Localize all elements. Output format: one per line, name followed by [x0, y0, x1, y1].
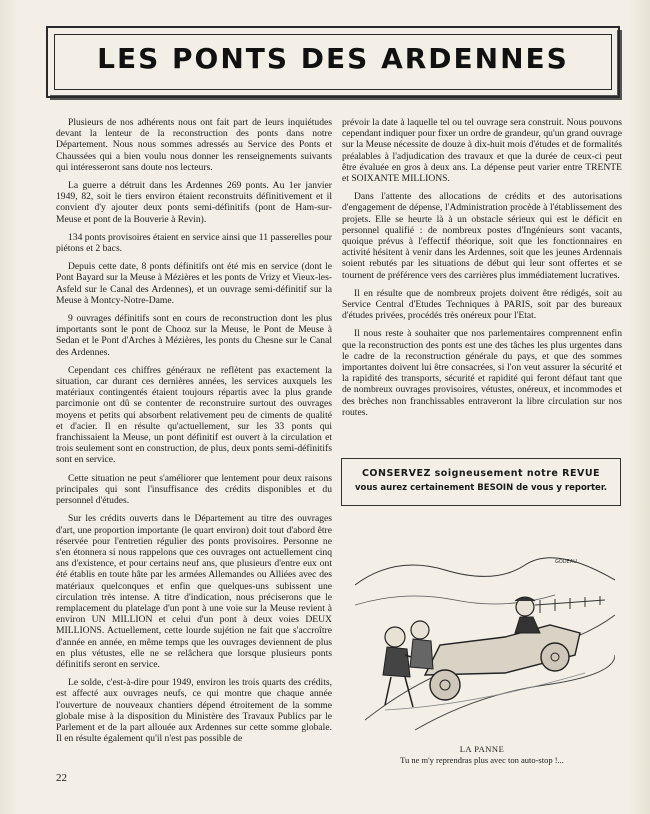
- keep-magazine-notice: [341, 458, 621, 506]
- paragraph: 134 ponts provisoires étaient en service ainsi que 11 passerelles pour piétons et 2 bacs.: [56, 231, 332, 255]
- left-column: [56, 117, 332, 765]
- paragraph: prévoir la date à laquelle tel ou tel ouvrage sera construit. Nous pouvons cependant indiquer pour fixer un ordre de grandeur, qu'un grand ouvrage sur la Meuse nécessite de douze à dix-huit mois d'études et de formalités préalables à l'adjudication des travaux et que la durée de ceux-ci peut être évaluée en gros à deux ans. La dépense peut varier entre TRENTE et SOIXANTE MILLIONS.: [342, 117, 622, 185]
- paragraph: Il nous reste à souhaiter que nos parlementaires comprennent enfin que la reconstruction des ponts est une des tâches les plus urgentes dans le cadre de la reconstruction générale du pays, et que des sommes importantes doivent lui être consacrées, si l'on veut assurer la sécurité et la rapidité des transports, sécurité et rapidité qui feront défaut tant que de nombreux ouvrages provisoires, vétustes, onéreux, et incommodes et des brèches non franchissables entraveront la libre circulation sur nos routes.: [342, 328, 622, 418]
- notice-line-1: CONSERVEZ soigneusement notre REVUE: [361, 468, 601, 479]
- page-number: 22: [56, 772, 67, 784]
- paragraph: 9 ouvrages définitifs sont en cours de reconstruction dont les plus importants sont le pont de Chooz sur la Meuse, le Pont de Meuse à Sedan et le Pont d'Arches à Mézières, les ponts du Chesne sur le Canal des Ardennes.: [56, 313, 332, 358]
- paragraph: Cette situation ne peut s'améliorer que lentement pour deux raisons principales qui sont l'insuffisance des crédits disponibles et du personnel d'études.: [56, 472, 332, 507]
- cartoon-illustration: [355, 545, 615, 735]
- paragraph: Cependant ces chiffres généraux ne reflètent pas exactement la situation, car durant ces dernières années, les services auxquels les matériaux contingentés étaient toujours répartis avec la plus grande parcimonie ont dû se contenter de reconstruire surtout des ouvrages moyens et petits qui absorbent relativement peu de ciments de qualité et d'acier. Il en résulte qu'actuellement, sur les 33 ponts qui franchissaient la Meuse, un pont définitif est ouvert à la circulation et trois seulement sont en construction, de plus, deux ponts semi-définitifs sont en service.: [56, 364, 332, 466]
- illustration-caption: [342, 744, 622, 766]
- paragraph: Sur les crédits ouverts dans le Département au titre des ouvrages d'art, une proportion importante (le quart environ) doit tout d'abord être réservée pour l'entretien régulier des ponts provisoires. Personne ne s'en étonnera si nous rappelons que ces ouvrages ont actuellement cinq ans d'existence, et pour certains neuf ans, que plusieurs d'entre eux ont été établis en toute hâte par les armées Allemandes ou Alliées avec des matériaux quelconques et enfin que quelques-uns subissent une circulation très intense. A titre d'indication, nous préciserons que le remplacement du platelage d'un pont à une voie sur la Meuse revient à environ UN MILLION et celui d'un pont à deux voies DEUX MILLIONS. Actuellement, cette lourde sujétion ne fait que s'accroître d'année en année, en même temps que les ouvrages deviennent de plus en plus vétustes, elle ne se relâchera que lorsque plusieurs ponts définitifs seront en service.: [56, 513, 332, 670]
- paragraph: La guerre a détruit dans les Ardennes 269 ponts. Au 1er janvier 1949, 82, soit le tiers environ étaient reconstruits définitivement et il convient d'y ajouter deux ponts semi-définitifs (pont de Ham-sur-Meuse et pont de la Bouverie à Revin).: [56, 180, 332, 225]
- title-frame: [46, 26, 620, 98]
- notice-line-2: vous aurez certainement BESOIN de vous y reporter.: [354, 483, 608, 493]
- artist-signature: GODEAU: [555, 559, 577, 565]
- paragraph: Il en résulte que de nombreux projets doivent être rédigés, soit au Service Central d'Etudes Techniques à PARIS, soit par des bureaux d'études privées, procédés très onéreux pour l'Etat.: [342, 287, 622, 322]
- paragraph: Depuis cette date, 8 ponts définitifs ont été mis en service (dont le Pont Bayard sur la Meuse à Mézières et les ponts de Vrizy et Vieux-les-Asfeld sur le Canal des Ardennes), et un ouvrage semi-définitif sur la Meuse à Montcy-Notre-Dame.: [56, 261, 332, 306]
- paragraph: Plusieurs de nos adhérents nous ont fait part de leurs inquiétudes devant la lenteur de la reconstruction des ponts dans notre Département. Nous nous sommes adressés au Service des Ponts et Chaussées qui a bien voulu nous donner les renseignements suivants qui intéresseront sans doute nos lecteurs.: [56, 117, 332, 173]
- paragraph: Le solde, c'est-à-dire pour 1949, environ les trois quarts des crédits, est affecté aux ouvrages neufs, ce qui montre que chaque année l'ouverture de nouveaux chantiers dépend étroitement de la somme globale mise à la disposition du Ministère des Travaux Publics par le Parlement et de la part allouée aux Ardennes sur cette somme globale. Il en résulte également qu'il n'est pas possible de: [56, 677, 332, 745]
- caption-text: Tu ne m'y reprendras plus avec ton auto-stop !...: [400, 755, 564, 765]
- right-column: [342, 117, 622, 457]
- caption-title: LA PANNE: [459, 744, 505, 754]
- article-title: LES PONTS DES ARDENNES: [97, 42, 569, 75]
- paragraph: Dans l'attente des allocations de crédits et des autorisations d'engagement de dépense, l'Administration procède à l'établissement des projets. Elle se heurte là à un obstacle sérieux qui est le déficit en personnel qualifié : de nombreux postes d'Ingénieurs sont vacants, quoique prévus à l'effectif théorique, soit que les fonctionnaires en activité hésitent à venir dans les Ardennes, soit que les jeunes Ardennais soient rebutés par les situations de début qui leur sont offertes et se tournent de préférence vers des carrières plus immédiatement lucratives.: [342, 191, 622, 281]
